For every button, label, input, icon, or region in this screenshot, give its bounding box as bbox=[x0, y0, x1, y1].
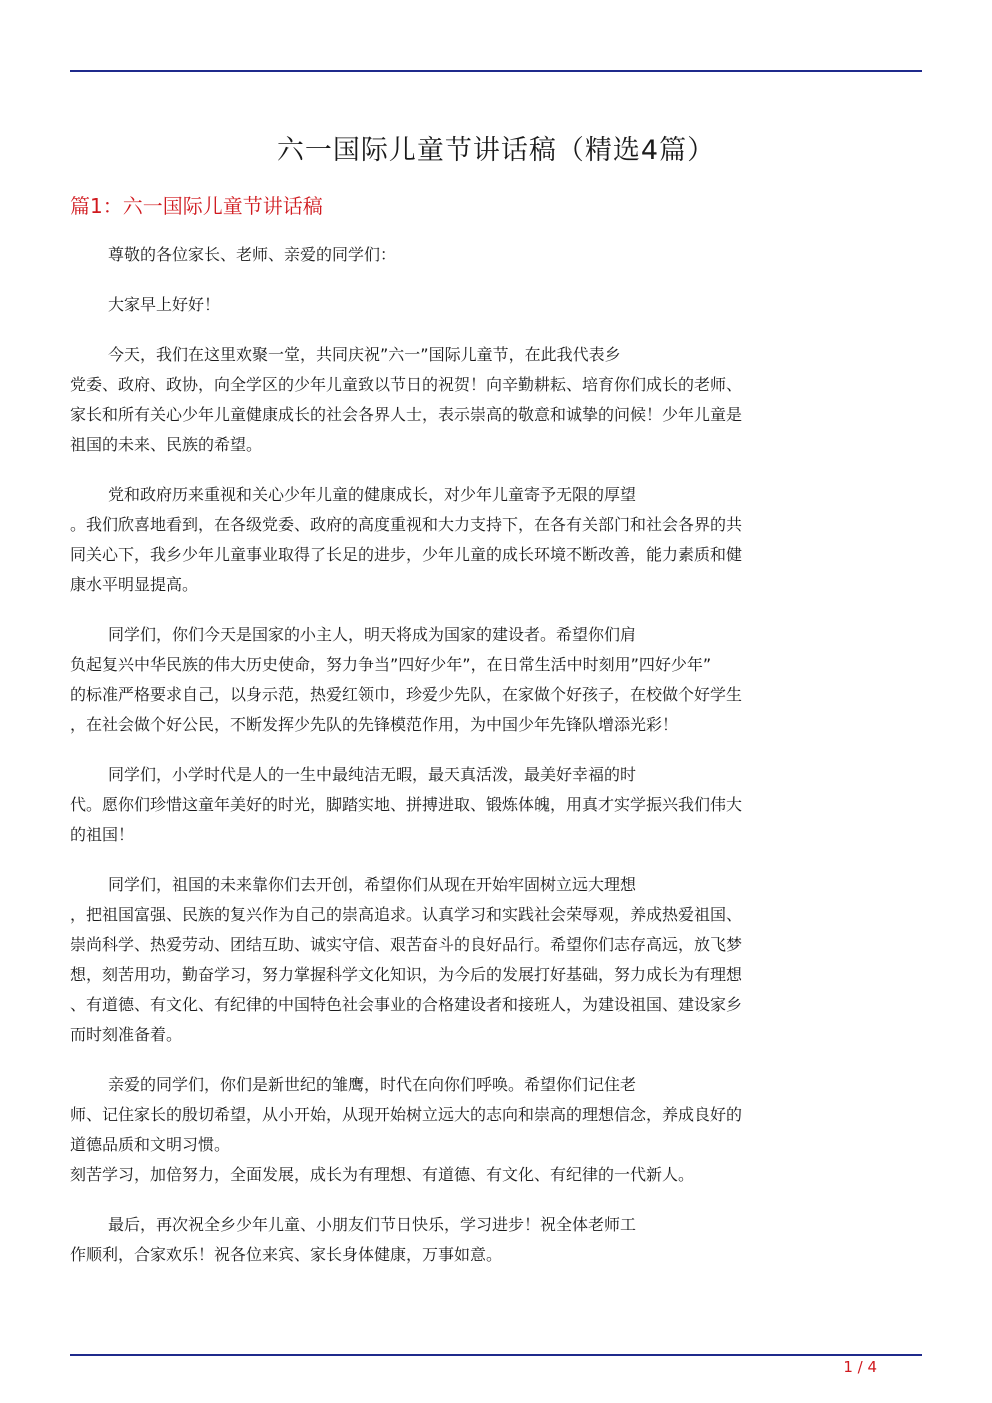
paragraph bbox=[70, 340, 922, 460]
text-line: 师、记住家长的殷切希望，从小开始，从现开始树立远大的志向和崇高的理想信念，养成良好的 bbox=[70, 1105, 743, 1124]
text-line: 负起复兴中华民族的伟大历史使命，努力争当”四好少年”，在日常生活中时刻用”四好少年” bbox=[70, 655, 712, 674]
text-line: 的标准严格要求自己，以身示范，热爱红领巾，珍爱少先队，在家做个好孩子，在校做个好学生 bbox=[70, 685, 743, 704]
text-line: 党和政府历来重视和关心少年儿童的健康成长，对少年儿童寄予无限的厚望 bbox=[108, 485, 637, 504]
text-line: 党委、政府、政协，向全学区的少年儿童致以节日的祝贺！向辛勤耕耘、培育你们成长的老师、 bbox=[70, 375, 743, 394]
header-rule bbox=[70, 70, 922, 72]
text-line: 的祖国！ bbox=[70, 825, 135, 844]
text-line: 代。愿你们珍惜这童年美好的时光，脚踏实地、拼搏进取、锻炼体魄，用真才实学振兴我们伟大 bbox=[70, 795, 743, 814]
paragraph bbox=[70, 1070, 922, 1190]
paragraph bbox=[70, 620, 922, 740]
text-line: 。我们欣喜地看到，在各级党委、政府的高度重视和大力支持下，在各有关部门和社会各界的共 bbox=[70, 515, 743, 534]
text-line: 崇尚科学、热爱劳动、团结互助、诚实守信、艰苦奋斗的良好品行。希望你们志存高远，放飞梦 bbox=[70, 935, 743, 954]
footer-rule bbox=[70, 1354, 922, 1356]
text-line: 同学们，祖国的未来靠你们去开创，希望你们从现在开始牢固树立远大理想 bbox=[108, 875, 637, 894]
text-line: 康水平明显提高。 bbox=[70, 575, 199, 594]
paragraph bbox=[70, 290, 922, 320]
text-line: 今天，我们在这里欢聚一堂，共同庆祝”六一”国际儿童节，在此我代表乡 bbox=[108, 345, 621, 364]
document-title: 六一国际儿童节讲话稿（精选4篇） bbox=[276, 135, 716, 166]
text-line: 亲爱的同学们，你们是新世纪的雏鹰，时代在向你们呼唤。希望你们记住老 bbox=[108, 1075, 637, 1094]
text-line: ，把祖国富强、民族的复兴作为自己的崇高追求。认真学习和实践社会荣辱观，养成热爱祖国、 bbox=[70, 905, 743, 924]
section-heading: 篇1：六一国际儿童节讲话稿 bbox=[70, 194, 323, 218]
paragraph bbox=[70, 240, 922, 270]
text-line: 家长和所有关心少年儿童健康成长的社会各界人士，表示崇高的敬意和诚挚的问候！少年儿童是 bbox=[70, 405, 743, 424]
paragraph bbox=[70, 760, 922, 850]
text-line: 刻苦学习，加倍努力，全面发展，成长为有理想、有道德、有文化、有纪律的一代新人。 bbox=[70, 1165, 695, 1184]
text-line: ，在社会做个好公民，不断发挥少先队的先锋模范作用，为中国少年先锋队增添光彩！ bbox=[70, 715, 679, 734]
text-line: 道德品质和文明习惯。 bbox=[70, 1135, 231, 1154]
text-line: 尊敬的各位家长、老师、亲爱的同学们： bbox=[108, 245, 397, 264]
text-line: 最后，再次祝全乡少年儿童、小朋友们节日快乐，学习进步！祝全体老师工 bbox=[108, 1215, 637, 1234]
text-line: 作顺利，合家欢乐！祝各位来宾、家长身体健康，万事如意。 bbox=[70, 1245, 503, 1264]
paragraph bbox=[70, 1210, 922, 1270]
text-line: 想，刻苦用功，勤奋学习，努力掌握科学文化知识，为今后的发展打好基础，努力成长为有理想 bbox=[70, 965, 743, 984]
text-line: 大家早上好好！ bbox=[108, 295, 221, 314]
page-number: 1 / 4 bbox=[843, 1358, 877, 1376]
text-line: 同学们，小学时代是人的一生中最纯洁无暇，最天真活泼，最美好幸福的时 bbox=[108, 765, 637, 784]
paragraph bbox=[70, 480, 922, 600]
text-line: 同关心下，我乡少年儿童事业取得了长足的进步，少年儿童的成长环境不断改善，能力素质和健 bbox=[70, 545, 743, 564]
paragraph bbox=[70, 870, 922, 1050]
text-line: 、有道德、有文化、有纪律的中国特色社会事业的合格建设者和接班人，为建设祖国、建设家乡 bbox=[70, 995, 743, 1014]
body-text bbox=[70, 240, 922, 1290]
text-line: 祖国的未来、民族的希望。 bbox=[70, 435, 263, 454]
text-line: 而时刻准备着。 bbox=[70, 1025, 183, 1044]
text-line: 同学们，你们今天是国家的小主人，明天将成为国家的建设者。希望你们肩 bbox=[108, 625, 637, 644]
